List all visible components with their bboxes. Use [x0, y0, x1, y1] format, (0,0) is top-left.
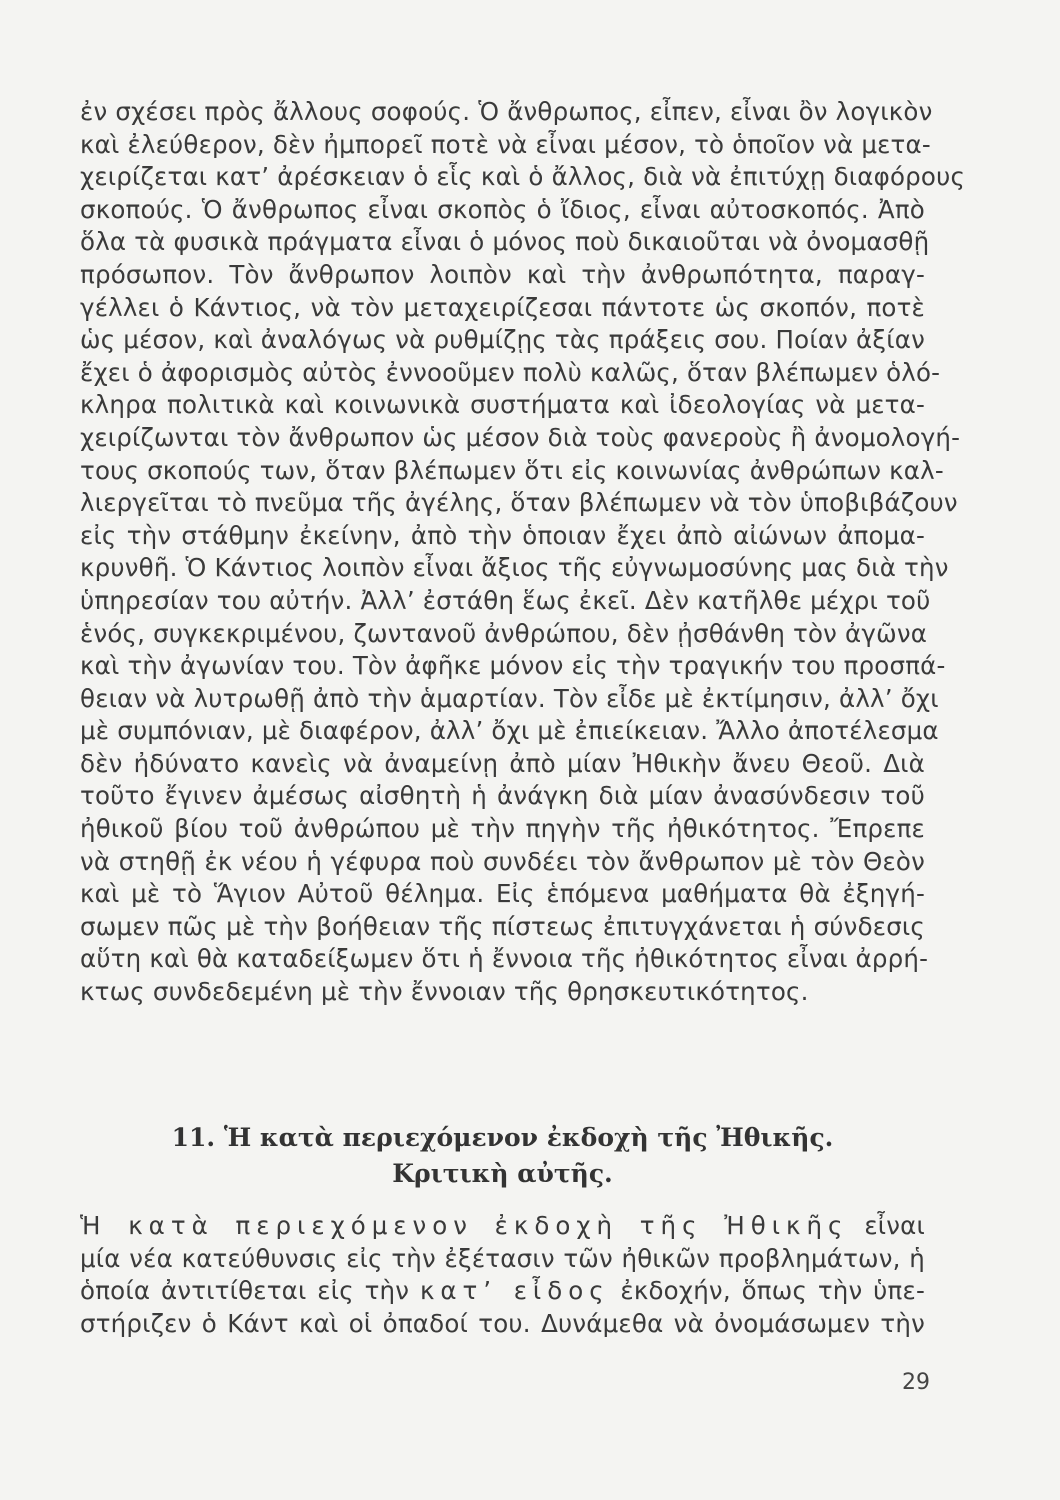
text-line: νὰ στηθῇ ἐκ νέου ἡ γέφυρα ποὺ συνδέει τὸν ἄνθρωπον μὲ τὸν Θεὸν	[80, 846, 925, 876]
text-line: πρόσωπον. Τὸν ἄνθρωπον λοιπὸν καὶ τὴν ἀνθρωπότητα, παραγ-	[80, 259, 925, 289]
spaced-emphasis: κατ’ εἶδος	[419, 1276, 610, 1306]
text-line: κτως συνδεδεμένη μὲ τὴν ἔννοιαν τῆς θρησκευτικότητος.	[80, 977, 809, 1007]
text-line: κληρα πολιτικὰ καὶ κοινωνικὰ συστήματα καὶ ἰδεολογίας νὰ μετα-	[80, 390, 925, 420]
text-line: δὲν ἠδύνατο κανεὶς νὰ ἀναμείνῃ ἀπὸ μίαν Ἠθικὴν ἄνευ Θεοῦ. Διὰ	[80, 748, 925, 778]
section-heading-subtitle: Κριτικὴ αὐτῆς.	[392, 1159, 613, 1188]
text-line: εἰς τὴν στάθμην ἐκείνην, ἀπὸ τὴν ὁποιαν ἔχει ἀπὸ αἰώνων ἀπομα-	[80, 520, 925, 550]
text-line: ἠθικοῦ βίου τοῦ ἀνθρώπου μὲ τὴν πηγὴν τῆς ἠθικότητος. Ἔπρεπε	[80, 814, 925, 844]
text-line: θειαν νὰ λυτρωθῇ ἀπὸ τὴν ἁμαρτίαν. Τὸν εἶδε μὲ ἐκτίμησιν, ἀλλ’ ὄχι	[80, 683, 939, 713]
text-line	[80, 1275, 925, 1308]
text-fragment: ἐκδοχήν, ὅπως τὴν ὑπε-	[609, 1276, 925, 1306]
text-line: μία νέα κατεύθυνσις εἰς τὴν ἐξέτασιν τῶν ἠθικῶν προβλημάτων, ἡ	[80, 1243, 925, 1273]
text-line: ἑνός, συγκεκριμένου, ζωντανοῦ ἀνθρώπου, δὲν ᾐσθάνθη τὸν ἀγῶνα	[80, 618, 928, 648]
page-number: 29	[902, 1370, 930, 1395]
text-line	[80, 1210, 925, 1243]
text-line: τοῦτο ἔγινεν ἀμέσως αἰσθητὴ ἡ ἀνάγκη διὰ μίαν ἀνασύνδεσιν τοῦ	[80, 781, 925, 811]
text-line: καὶ ἐλεύθερον, δὲν ἠμπορεῖ ποτὲ νὰ εἶναι μέσον, τὸ ὁποῖον νὰ μετα-	[80, 129, 931, 159]
text-line: μὲ συμπόνιαν, μὲ διαφέρον, ἀλλ’ ὄχι μὲ ἐπιείκειαν. Ἄλλο ἀποτέλεσμα	[80, 716, 939, 746]
text-line: καὶ μὲ τὸ Ἅγιον Αὐτοῦ θέλημα. Εἰς ἑπόμενα μαθήματα θὰ ἐξηγή-	[80, 879, 925, 909]
text-line: στήριζεν ὁ Κάντ καὶ οἱ ὀπαδοί του. Δυνάμεθα νὰ ὀνομάσωμεν τὴν	[80, 1308, 925, 1338]
text-line: ἐν σχέσει πρὸς ἄλλους σοφούς. Ὁ ἄνθρωπος, εἶπεν, εἶναι ὂν λογικὸν	[80, 97, 933, 126]
text-line: σωμεν πῶς μὲ τὴν βοήθειαν τῆς πίστεως ἐπιτυγχάνεται ἡ σύνδεσις	[80, 911, 925, 941]
text-line: κρυνθῆ. Ὁ Κάντιος λοιπὸν εἶναι ἄξιος τῆς εὐγνωμοσύνης μας διὰ τὴν	[80, 553, 949, 583]
text-line: χειρίζεται κατ’ ἀρέσκειαν ὁ εἷς καὶ ὁ ἄλλος, διὰ νὰ ἐπιτύχῃ διαφόρους	[80, 162, 966, 192]
text-line: λιεργεῖται τὸ πνεῦμα τῆς ἀγέλης, ὅταν βλέπωμεν νὰ τὸν ὑποβιβάζουν	[80, 488, 958, 518]
text-line: ὡς μέσον, καὶ ἀναλόγως νὰ ρυθμίζῃς τὰς πράξεις σου. Ποίαν ἀξίαν	[80, 325, 925, 355]
text-line: ἔχει ὁ ἀφορισμὸς αὐτὸς ἐννοοῦμεν πολὺ καλῶς, ὅταν βλέπωμεν ὁλό-	[80, 357, 941, 387]
text-line: σκοπούς. Ὁ ἄνθρωπος εἶναι σκοπὸς ὁ ἴδιος, εἶναι αὐτοσκοπός. Ἀπὸ	[80, 194, 925, 224]
text-line: χειρίζωνται τὸν ἄνθρωπον ὡς μέσον διὰ τοὺς φανεροὺς ἢ ἀνομολογή-	[80, 422, 961, 452]
text-line: ὑπηρεσίαν του αὐτήν. Ἀλλ’ ἐστάθη ἕως ἐκεῖ. Δὲν κατῆλθε μέχρι τοῦ	[80, 585, 931, 615]
text-line: τους σκοπούς των, ὅταν βλέπωμεν ὅτι εἰς κοινωνίας ἀνθρώπων καλ-	[80, 455, 944, 485]
text-line: αὕτη καὶ θὰ καταδείξωμεν ὅτι ἡ ἔννοια τῆς ἠθικότητος εἶναι ἀρρή-	[80, 944, 929, 974]
text-line: καὶ τὴν ἀγωνίαν του. Τὸν ἀφῆκε μόνον εἰς τὴν τραγικήν του προσπά-	[80, 651, 946, 681]
text-line: ὅλα τὰ φυσικὰ πράγματα εἶναι ὁ μόνος ποὺ δικαιοῦται νὰ ὀνομασθῇ	[80, 227, 930, 257]
text-fragment: εἶναι	[848, 1211, 925, 1240]
spaced-emphasis: Ἡ κατὰ περιεχόμενον ἐκδοχὴ τῆς Ἠθικῆς	[80, 1211, 849, 1240]
section-text	[80, 1210, 925, 1340]
section-heading-title: 11. Ἡ κατὰ περιεχόμενον ἐκδοχὴ τῆς Ἠθικῆς.	[171, 1123, 834, 1152]
text-fragment: ὁποία ἀντιτίθεται εἰς τὴν	[80, 1276, 420, 1306]
section-heading	[80, 1120, 925, 1192]
body-text	[80, 96, 966, 1009]
text-line: γέλλει ὁ Κάντιος, νὰ τὸν μεταχειρίζεσαι πάντοτε ὡς σκοπόν, ποτὲ	[80, 292, 925, 322]
